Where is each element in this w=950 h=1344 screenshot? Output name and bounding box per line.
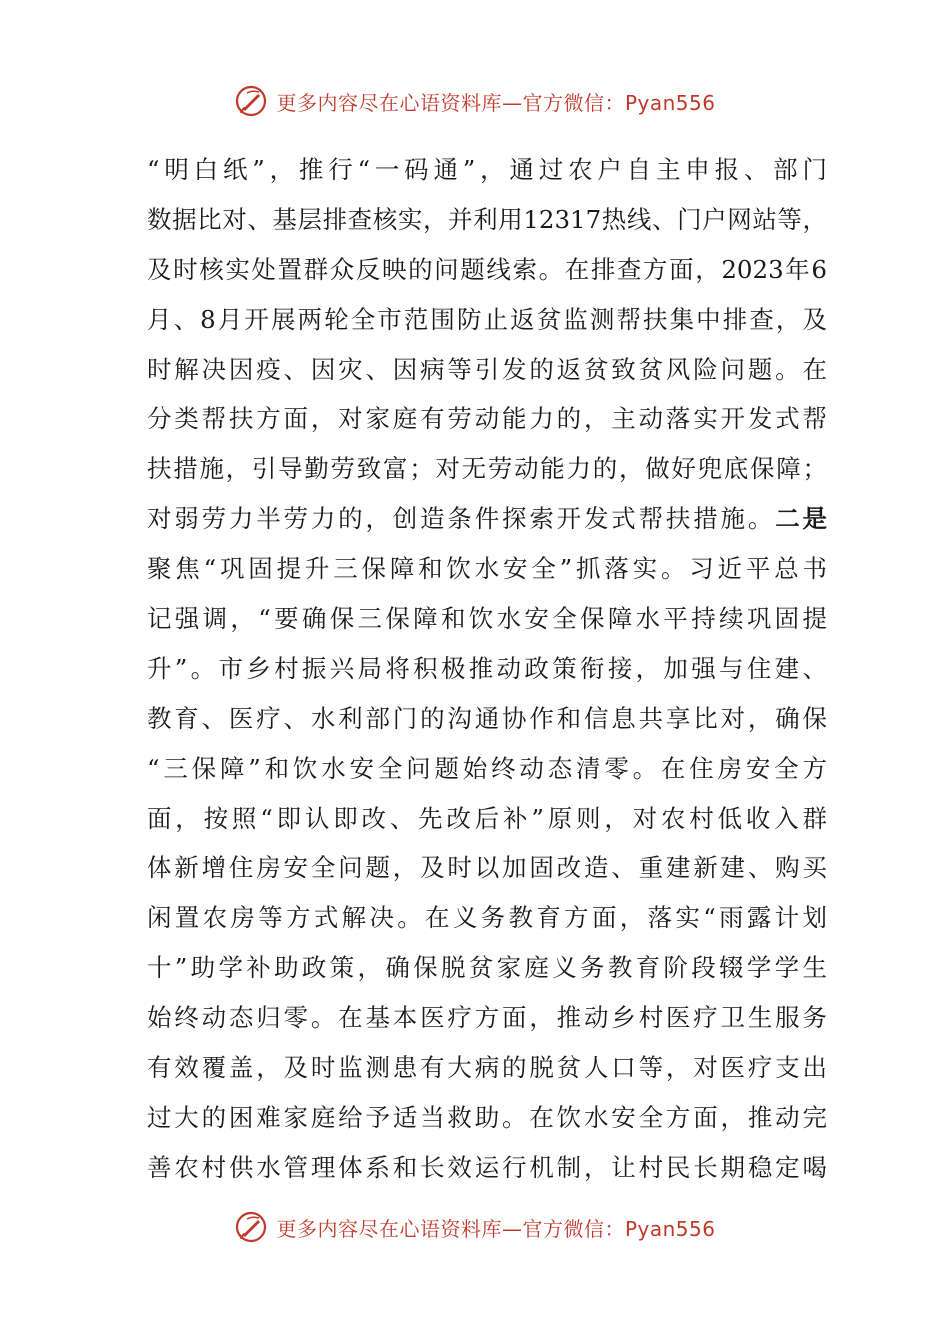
text-line: 及时核实处置群众反映的问题线索。在排查方面，2023年6: [147, 254, 827, 284]
text-line: 分类帮扶方面，对家庭有劳动能力的，主动落实开发式帮: [147, 404, 827, 434]
text-line: 时解决因疫、因灾、因病等引发的返贫致贫风险问题。在: [147, 354, 827, 384]
text-line: 闲置农房等方式解决。在义务教育方面，落实“雨露计划: [147, 903, 827, 933]
document-body: [147, 150, 827, 1198]
header-watermark: [0, 84, 950, 118]
text-line: 数据比对、基层排查核实，并利用12317热线、门户网站等，: [147, 204, 827, 234]
text-line: 聚焦“巩固提升三保障和饮水安全”抓落实。习近平总书: [147, 554, 827, 584]
emphasis-marker: 二是: [775, 504, 827, 534]
text-line: 有效覆盖，及时监测患有大病的脱贫人口等，对医疗支出: [147, 1053, 827, 1083]
watermark-text: 更多内容尽在心语资料库—官方微信：Pyan556: [276, 90, 716, 115]
text-line: “明白纸”，推行“一码通”，通过农户自主申报、部门: [147, 155, 827, 184]
text-line: 升”。市乡村振兴局将积极推动政策衔接，加强与住建、: [147, 653, 827, 683]
text-line: 始终动态归零。在基本医疗方面，推动乡村医疗卫生服务: [147, 1003, 827, 1033]
text-line-with-emphasis: [147, 499, 827, 549]
text-line: 过大的困难家庭给予适当救助。在饮水安全方面，推动完: [147, 1102, 827, 1132]
text-line: 体新增住房安全问题，及时以加固改造、重建新建、购买: [147, 853, 827, 883]
text-line: “三保障”和饮水安全问题始终动态清零。在住房安全方: [147, 753, 827, 783]
text-line: 扶措施，引导勤劳致富；对无劳动能力的，做好兜底保障；: [147, 454, 827, 484]
text-line: 教育、医疗、水利部门的沟通协作和信息共享比对，确保: [147, 703, 827, 733]
quill-logo-icon: [234, 84, 268, 118]
watermark-text: 更多内容尽在心语资料库—官方微信：Pyan556: [276, 1216, 716, 1241]
text-segment: 对弱劳力半劳力的，创造条件探索开发式帮扶措施。: [147, 504, 776, 534]
text-line: 月、8月开展两轮全市范围防止返贫监测帮扶集中排查，及: [147, 304, 827, 334]
text-line: 面，按照“即认即改、先改后补”原则，对农村低收入群: [147, 803, 827, 833]
text-line: 善农村供水管理体系和长效运行机制，让村民长期稳定喝: [147, 1152, 827, 1182]
text-line: 记强调，“要确保三保障和饮水安全保障水平持续巩固提: [147, 604, 827, 634]
footer-watermark: [0, 1210, 950, 1244]
quill-logo-icon: [234, 1210, 268, 1244]
text-line: 十”助学补助政策，确保脱贫家庭义务教育阶段辍学学生: [147, 953, 827, 983]
